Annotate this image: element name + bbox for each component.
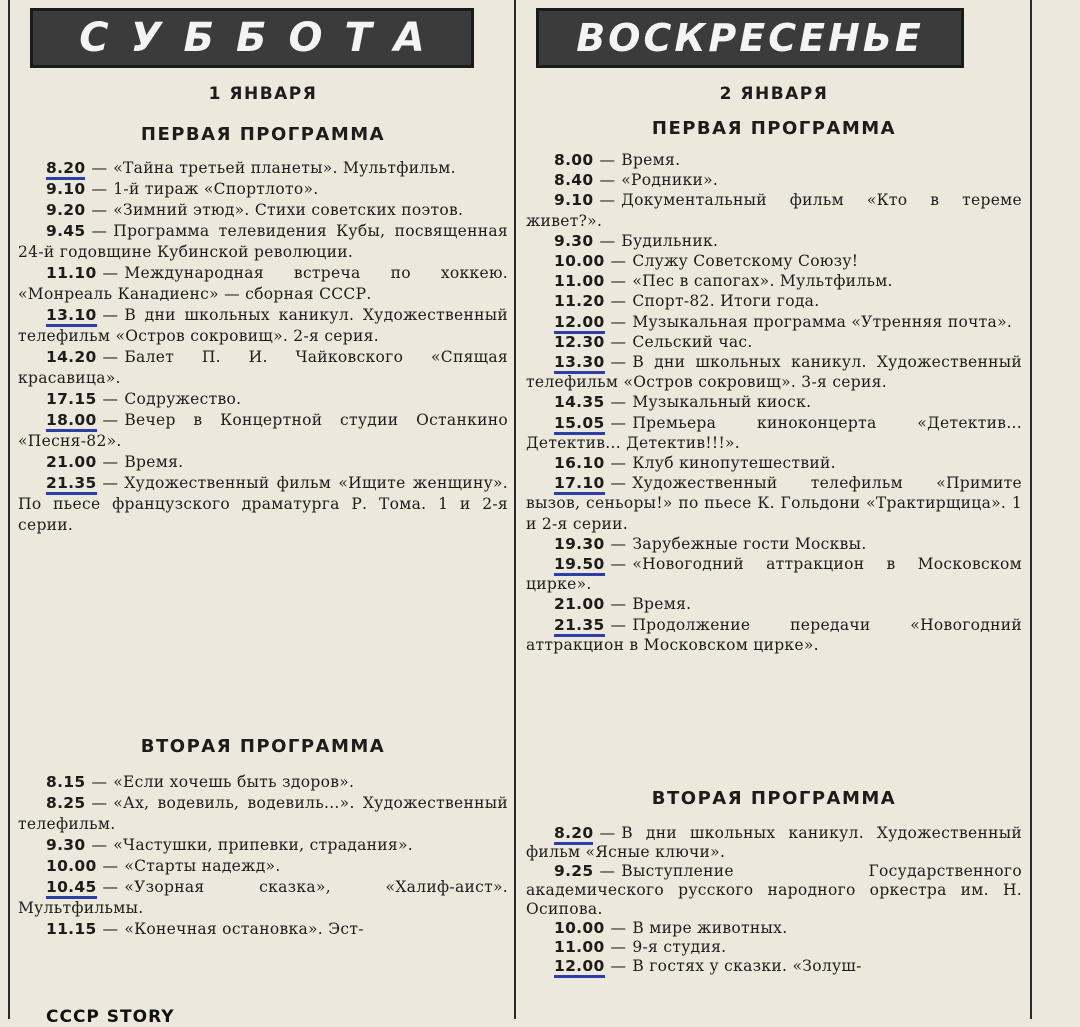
entry-text: Документальный фильм «Кто в тереме живет?».	[526, 191, 1022, 230]
entry-time: 9.10	[46, 180, 86, 198]
entry-text: В дни школьных каникул. Художественный фильм «Ясные ключи».	[526, 824, 1022, 861]
entry-time: 12.30	[554, 332, 605, 351]
entry-text: «Если хочешь быть здоров».	[113, 773, 355, 791]
entry-text: «Тайна третьей планеты». Мультфильм.	[113, 159, 456, 177]
entry-time: 8.40	[554, 171, 594, 190]
entry-dash: —	[610, 272, 627, 291]
saturday-program1-list	[18, 158, 508, 536]
entry-text: Время.	[632, 595, 692, 614]
entry-text: «Частушки, припевки, страдания».	[113, 836, 413, 854]
entry-text: Музыкальный киоск.	[632, 393, 812, 412]
entry-text: «Новогодний аттракцион в Московском цирке».	[526, 555, 1022, 594]
entry-text: Клуб кинопутешествий.	[632, 454, 836, 473]
schedule-entry	[18, 919, 508, 940]
schedule-entry	[18, 835, 508, 856]
entry-time: 11.00	[554, 938, 605, 956]
entry-dash: —	[102, 390, 119, 408]
entry-time: 10.00	[46, 857, 97, 875]
saturday-column	[18, 0, 508, 1019]
saturday-banner: СУББОТА	[30, 8, 474, 68]
saturday-program1-title: ПЕРВАЯ ПРОГРАММА	[140, 124, 386, 145]
schedule-entry	[526, 554, 1022, 594]
schedule-entry	[18, 221, 508, 263]
entry-text: В дни школьных каникул. Художественный телефильм «Остров сокровищ». 2-я серия.	[18, 306, 508, 345]
schedule-entry	[18, 179, 508, 200]
schedule-entry	[526, 392, 1022, 412]
entry-time: 19.30	[554, 534, 605, 553]
schedule-entry	[526, 413, 1022, 453]
entry-dash: —	[102, 453, 119, 471]
entry-time: 10.00	[554, 919, 605, 937]
entry-text: Время.	[124, 453, 184, 471]
schedule-entry	[526, 862, 1022, 919]
saturday-program2-title: ВТОРАЯ ПРОГРАММА	[140, 736, 386, 757]
entry-dash: —	[610, 454, 627, 473]
entry-text: «Зимний этюд». Стихи советских поэтов.	[113, 201, 464, 219]
schedule-entry	[18, 200, 508, 221]
saturday-date: 1 ЯНВАРЯ	[208, 84, 318, 104]
entry-dash: —	[610, 413, 627, 432]
entry-dash: —	[610, 555, 627, 574]
schedule-entry	[18, 793, 508, 835]
sunday-program2-title: ВТОРАЯ ПРОГРАММА	[651, 788, 897, 809]
entry-time: 9.45	[46, 222, 86, 240]
entry-text: «Конечная остановка». Эст-	[124, 920, 364, 938]
entry-dash: —	[599, 191, 616, 210]
entry-dash: —	[102, 474, 119, 492]
entry-time: 21.35	[554, 616, 605, 637]
entry-text: Программа телевидения Кубы, посвященная 24-й годовщине Кубинской революции.	[18, 222, 508, 261]
entry-dash: —	[91, 222, 108, 240]
entry-dash: —	[91, 773, 108, 791]
entry-dash: —	[610, 292, 627, 311]
entry-time: 8.15	[46, 773, 86, 791]
entry-dash: —	[610, 534, 627, 553]
schedule-entry	[526, 231, 1022, 251]
entry-time: 11.00	[554, 272, 605, 291]
entry-time: 13.10	[46, 306, 97, 327]
entry-dash: —	[599, 151, 616, 169]
entry-time: 11.20	[554, 292, 605, 311]
entry-time: 12.00	[554, 957, 605, 978]
entry-time: 11.15	[46, 920, 97, 938]
entry-dash: —	[610, 938, 627, 956]
schedule-entry	[526, 919, 1022, 938]
column-rule	[8, 0, 10, 1019]
entry-time: 8.25	[46, 794, 86, 812]
entry-time: 21.00	[46, 453, 97, 471]
entry-text: Будильник.	[621, 231, 719, 250]
schedule-entry	[526, 615, 1022, 655]
entry-time: 14.20	[46, 348, 97, 366]
schedule-entry	[18, 856, 508, 877]
entry-text: «Ах, водевиль, водевиль...». Художественный телефильм.	[18, 794, 508, 833]
schedule-entry	[526, 271, 1022, 291]
entry-time: 8.20	[554, 824, 593, 845]
schedule-entry	[526, 594, 1022, 614]
entry-dash: —	[102, 348, 119, 366]
entry-text: 9-я студия.	[632, 938, 727, 956]
schedule-entry	[526, 291, 1022, 311]
entry-text: Содружество.	[124, 390, 242, 408]
entry-time: 19.50	[554, 555, 605, 576]
entry-text: Зарубежные гости Москвы.	[632, 534, 867, 553]
entry-text: «Пес в сапогах». Мультфильм.	[632, 272, 893, 291]
entry-time: 17.15	[46, 390, 97, 408]
entry-dash: —	[102, 264, 119, 282]
entry-dash: —	[102, 878, 119, 896]
entry-text: Международная встреча по хоккею. «Монреаль Канадиенс» — сборная СССР.	[18, 264, 508, 303]
entry-time: 9.25	[554, 862, 594, 880]
entry-dash: —	[610, 957, 627, 975]
entry-text: В мире животных.	[632, 919, 788, 937]
entry-dash: —	[599, 862, 616, 880]
entry-text: Художественный фильм «Ищите женщину». По пьесе французского драматурга Р. Тома. 1 и 2-я серии.	[18, 474, 508, 534]
schedule-entry	[18, 473, 508, 536]
entry-text: Музыкальная программа «Утренняя почта».	[632, 312, 1013, 331]
entry-time: 14.35	[554, 393, 605, 412]
entry-time: 21.00	[554, 595, 605, 614]
entry-dash: —	[102, 306, 119, 324]
entry-dash: —	[599, 824, 616, 842]
schedule-entry	[18, 347, 508, 389]
entry-time: 9.20	[46, 201, 86, 219]
entry-time: 17.10	[554, 474, 605, 495]
schedule-entry	[18, 263, 508, 305]
entry-text: Время.	[621, 151, 681, 169]
entry-text: Продолжение передачи «Новогодний аттракцион в Московском цирке».	[526, 615, 1022, 654]
schedule-entry	[526, 170, 1022, 190]
schedule-entry	[18, 877, 508, 919]
entry-time: 21.35	[46, 474, 97, 495]
entry-text: 1-й тираж «Спортлото».	[113, 180, 319, 198]
entry-dash: —	[102, 920, 119, 938]
entry-text: «Родники».	[621, 171, 719, 190]
entry-text: Служу Советскому Союзу!	[632, 252, 859, 271]
entry-time: 9.30	[554, 231, 594, 250]
entry-dash: —	[610, 312, 627, 331]
entry-dash: —	[610, 252, 627, 271]
schedule-entry	[18, 410, 508, 452]
schedule-entry	[526, 534, 1022, 554]
entry-time: 12.00	[554, 313, 605, 334]
entry-dash: —	[102, 857, 119, 875]
sunday-program1-title: ПЕРВАЯ ПРОГРАММА	[651, 118, 897, 139]
schedule-entry	[18, 772, 508, 793]
entry-dash: —	[610, 332, 627, 351]
entry-time: 9.10	[554, 191, 594, 210]
schedule-entry	[526, 473, 1022, 534]
entry-text: В дни школьных каникул. Художественный телефильм «Остров сокровищ». 3-я серия.	[526, 353, 1022, 392]
entry-text: Сельский час.	[632, 332, 753, 351]
entry-text: Вечер в Концертной студии Останкино «Песня-82».	[18, 411, 508, 450]
entry-dash: —	[610, 615, 627, 634]
schedule-entry	[526, 332, 1022, 352]
entry-time: 11.10	[46, 264, 97, 282]
entry-text: Премьера киноконцерта «Детектив... Детектив... Детектив!!!».	[526, 413, 1022, 452]
entry-dash: —	[599, 231, 616, 250]
sunday-column	[526, 0, 1022, 1019]
entry-time: 15.05	[554, 414, 605, 435]
source-watermark: CCCP STORY	[46, 1007, 175, 1027]
entry-dash: —	[91, 201, 108, 219]
entry-time: 10.45	[46, 878, 97, 899]
entry-text: «Узорная сказка», «Халиф-аист». Мультфильмы.	[18, 878, 508, 917]
schedule-entry	[18, 389, 508, 410]
schedule-entry	[526, 352, 1022, 392]
schedule-entry	[526, 453, 1022, 473]
entry-dash: —	[610, 353, 627, 372]
schedule-entry	[526, 824, 1022, 862]
entry-time: 16.10	[554, 454, 605, 473]
column-rule	[1030, 0, 1032, 1019]
schedule-entry	[526, 312, 1022, 332]
entry-text: Художественный телефильм «Примите вызов, сеньоры!» по пьесе К. Гольдони «Трактирщица». 1 и 2-я серии.	[526, 474, 1022, 533]
entry-dash: —	[599, 171, 616, 190]
entry-dash: —	[102, 411, 119, 429]
entry-dash: —	[91, 836, 108, 854]
entry-time: 18.00	[46, 411, 97, 432]
entry-dash: —	[91, 159, 108, 177]
entry-text: «Старты надежд».	[124, 857, 281, 875]
column-rule	[514, 0, 516, 1019]
entry-dash: —	[610, 595, 627, 614]
entry-time: 8.00	[554, 151, 594, 169]
entry-dash: —	[610, 474, 627, 493]
entry-time: 10.00	[554, 252, 605, 271]
schedule-entry	[18, 305, 508, 347]
entry-dash: —	[610, 393, 627, 412]
saturday-program2-list	[18, 772, 508, 940]
entry-text: Балет П. И. Чайковского «Спящая красавица».	[18, 348, 508, 387]
entry-text: Спорт-82. Итоги года.	[632, 292, 820, 311]
entry-time: 8.20	[46, 159, 85, 180]
sunday-program2-list	[526, 824, 1022, 976]
entry-dash: —	[91, 180, 108, 198]
sunday-program1-list	[526, 150, 1022, 655]
schedule-entry	[526, 938, 1022, 957]
entry-time: 13.30	[554, 353, 605, 374]
entry-text: В гостях у сказки. «Золуш-	[632, 957, 862, 975]
sunday-date: 2 ЯНВАРЯ	[719, 84, 829, 104]
entry-dash: —	[91, 794, 108, 812]
schedule-entry	[18, 452, 508, 473]
schedule-entry	[526, 957, 1022, 976]
entry-text: Выступление Государственного академического русского народного оркестра им. Н. Осипова.	[526, 862, 1022, 918]
schedule-entry	[526, 190, 1022, 230]
schedule-entry	[18, 158, 508, 179]
entry-dash: —	[610, 919, 627, 937]
entry-time: 9.30	[46, 836, 86, 854]
sunday-banner: ВОСКРЕСЕНЬЕ	[536, 8, 964, 68]
schedule-entry	[526, 251, 1022, 271]
schedule-entry	[526, 150, 1022, 170]
